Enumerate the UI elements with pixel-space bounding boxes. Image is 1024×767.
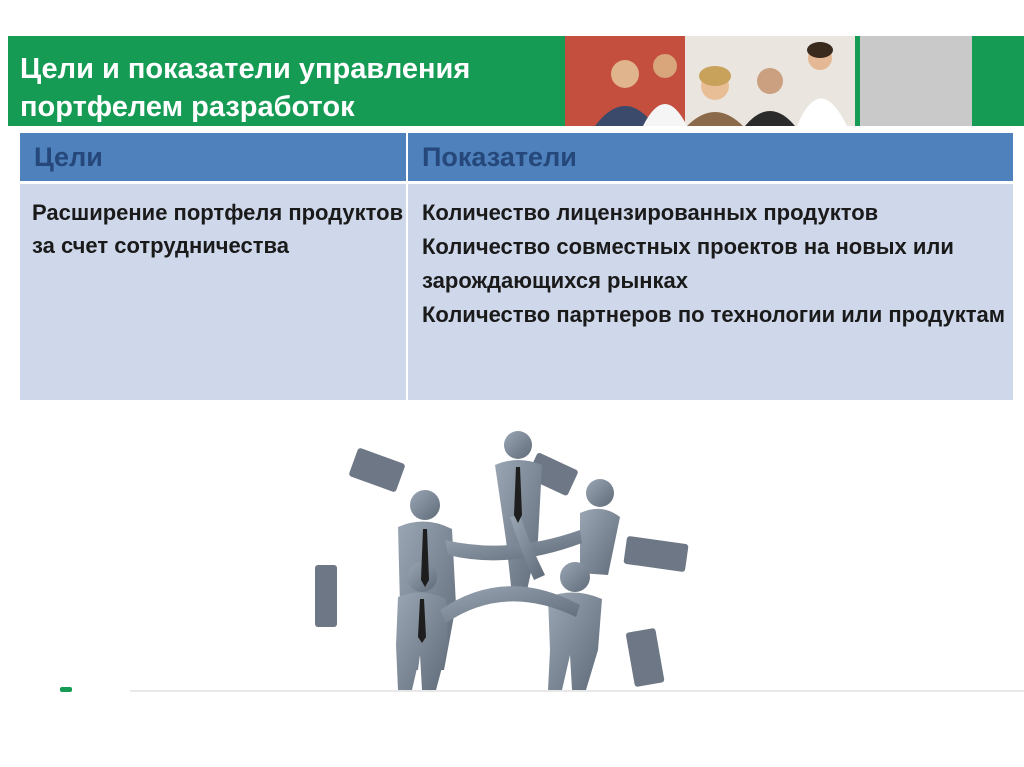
top-strip	[0, 0, 1024, 36]
header-photo-gray-panel	[860, 36, 972, 126]
indicator-item: Количество партнеров по технологии или продуктам	[422, 302, 1006, 327]
indicators-cell	[408, 184, 1013, 400]
header-indicators: Показатели	[422, 142, 577, 172]
goals-indicators-table	[20, 133, 1013, 400]
indicator-item: Количество совместных проектов на новых или зарождающихся рынках	[422, 234, 954, 293]
bottom-accent-mark	[60, 687, 72, 692]
bottom-divider	[130, 690, 1024, 692]
header-goals: Цели	[20, 133, 408, 181]
slide-title: Цели и показатели управления портфелем разработок	[20, 53, 471, 123]
table-header-row	[20, 133, 1013, 181]
goal-cell: Расширение портфеля продуктов за счет сотрудничества	[20, 184, 408, 400]
header-photo-office-team	[565, 36, 855, 126]
table-row	[20, 181, 1013, 400]
indicator-item: Количество лицензированных продуктов	[422, 200, 879, 225]
teamwork-illustration	[280, 405, 750, 690]
